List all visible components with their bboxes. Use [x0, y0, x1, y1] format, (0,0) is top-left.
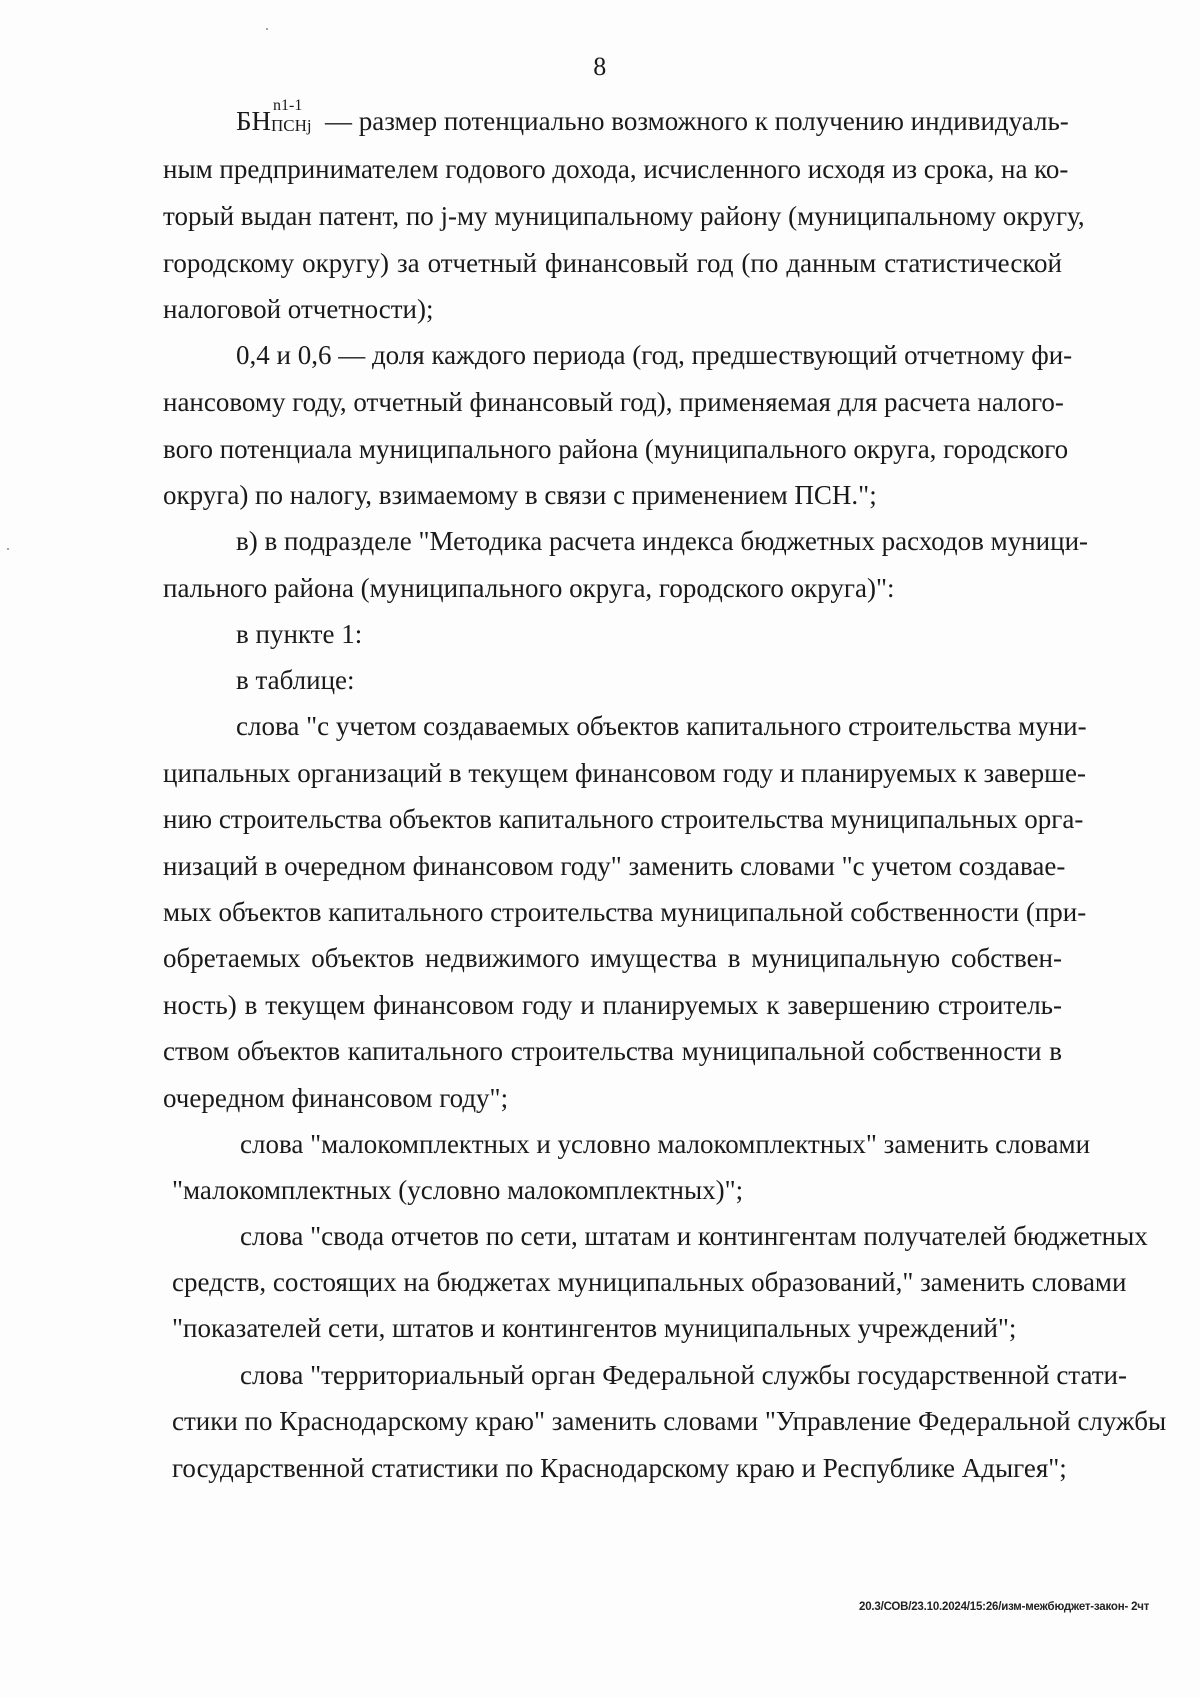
text-line: "малокомплектных (условно малокомплектных)";: [172, 1175, 744, 1205]
text-line: — размер потенциально возможного к получению индивидуаль-: [325, 106, 1069, 136]
text-line: городскому округу) за отчетный финансовый год (по данным статистической: [163, 248, 1062, 278]
text-line: торый выдан патент, по j-му муниципальному району (муниципальному округу,: [163, 201, 1085, 231]
text-line: в) в подразделе "Методика расчета индекса бюджетных расходов муници-: [236, 526, 1089, 556]
text-line: низаций в очередном финансовом году" заменить словами "с учетом создавае-: [163, 851, 1066, 881]
text-line: округа) по налогу, взимаемому в связи с применением ПСН.";: [163, 480, 877, 510]
text-line: средств, состоящих на бюджетах муниципальных образований," заменить словами: [172, 1267, 1127, 1297]
formula-symbol: [236, 97, 313, 136]
formula-subscript: ПСНj: [271, 116, 312, 135]
text-line: в таблице:: [236, 665, 355, 695]
text-line: нию строительства объектов капитального строительства муниципальных орга-: [163, 804, 1084, 834]
text-line: мых объектов капитального строительства муниципальной собственности (при-: [163, 897, 1087, 927]
text-line: 0,4 и 0,6 — доля каждого периода (год, предшествующий отчетному фи-: [236, 340, 1073, 370]
scan-speck: [266, 28, 268, 30]
text-line: обретаемых объектов недвижимого имущества в муниципальную собствен-: [163, 943, 1062, 973]
scan-speck: [7, 548, 9, 550]
text-line: ность) в текущем финансовом году и планируемых к завершению строитель-: [163, 990, 1062, 1020]
text-line: вого потенциала муниципального района (муниципального округа, городского: [163, 434, 1069, 464]
page-number: 8: [593, 52, 607, 81]
text-line: ным предпринимателем годового дохода, исчисленного исходя из срока, на ко-: [163, 154, 1069, 184]
text-line: государственной статистики по Краснодарскому краю и Республике Адыгея";: [172, 1453, 1067, 1483]
text-line: пального района (муниципального округа, городского округа)":: [163, 573, 895, 603]
formula-superscript: n1-1: [273, 97, 303, 114]
text-line: "показателей сети, штатов и контингентов муниципальных учреждений";: [172, 1313, 1017, 1343]
document-footer-code: 20.3/СОВ/23.10.2024/15:26/изм-межбюджет-закон- 2чт: [859, 1601, 1150, 1613]
text-line: ством объектов капитального строительства муниципальной собственности в: [163, 1036, 1062, 1066]
text-line: в пункте 1:: [236, 619, 363, 649]
text-line: стики по Краснодарскому краю" заменить словами "Управление Федеральной службы: [172, 1406, 1167, 1436]
text-line: налоговой отчетности);: [163, 294, 434, 324]
text-line: слова "территориальный орган Федеральной службы государственной стати-: [240, 1360, 1127, 1390]
formula-definition-line: [236, 97, 1069, 136]
text-line: очередном финансовом году";: [163, 1083, 509, 1113]
text-line: слова "свода отчетов по сети, штатам и контингентам получателей бюджетных: [240, 1221, 1148, 1251]
text-line: слова "с учетом создаваемых объектов капитального строительства муни-: [236, 711, 1087, 741]
text-line: нансовому году, отчетный финансовый год), применяемая для расчета налого-: [163, 387, 1064, 417]
formula-base: БН: [236, 106, 272, 136]
text-line: ципальных организаций в текущем финансовом году и планируемых к заверше-: [163, 758, 1086, 788]
text-line: слова "малокомплектных и условно малокомплектных" заменить словами: [240, 1129, 1091, 1159]
